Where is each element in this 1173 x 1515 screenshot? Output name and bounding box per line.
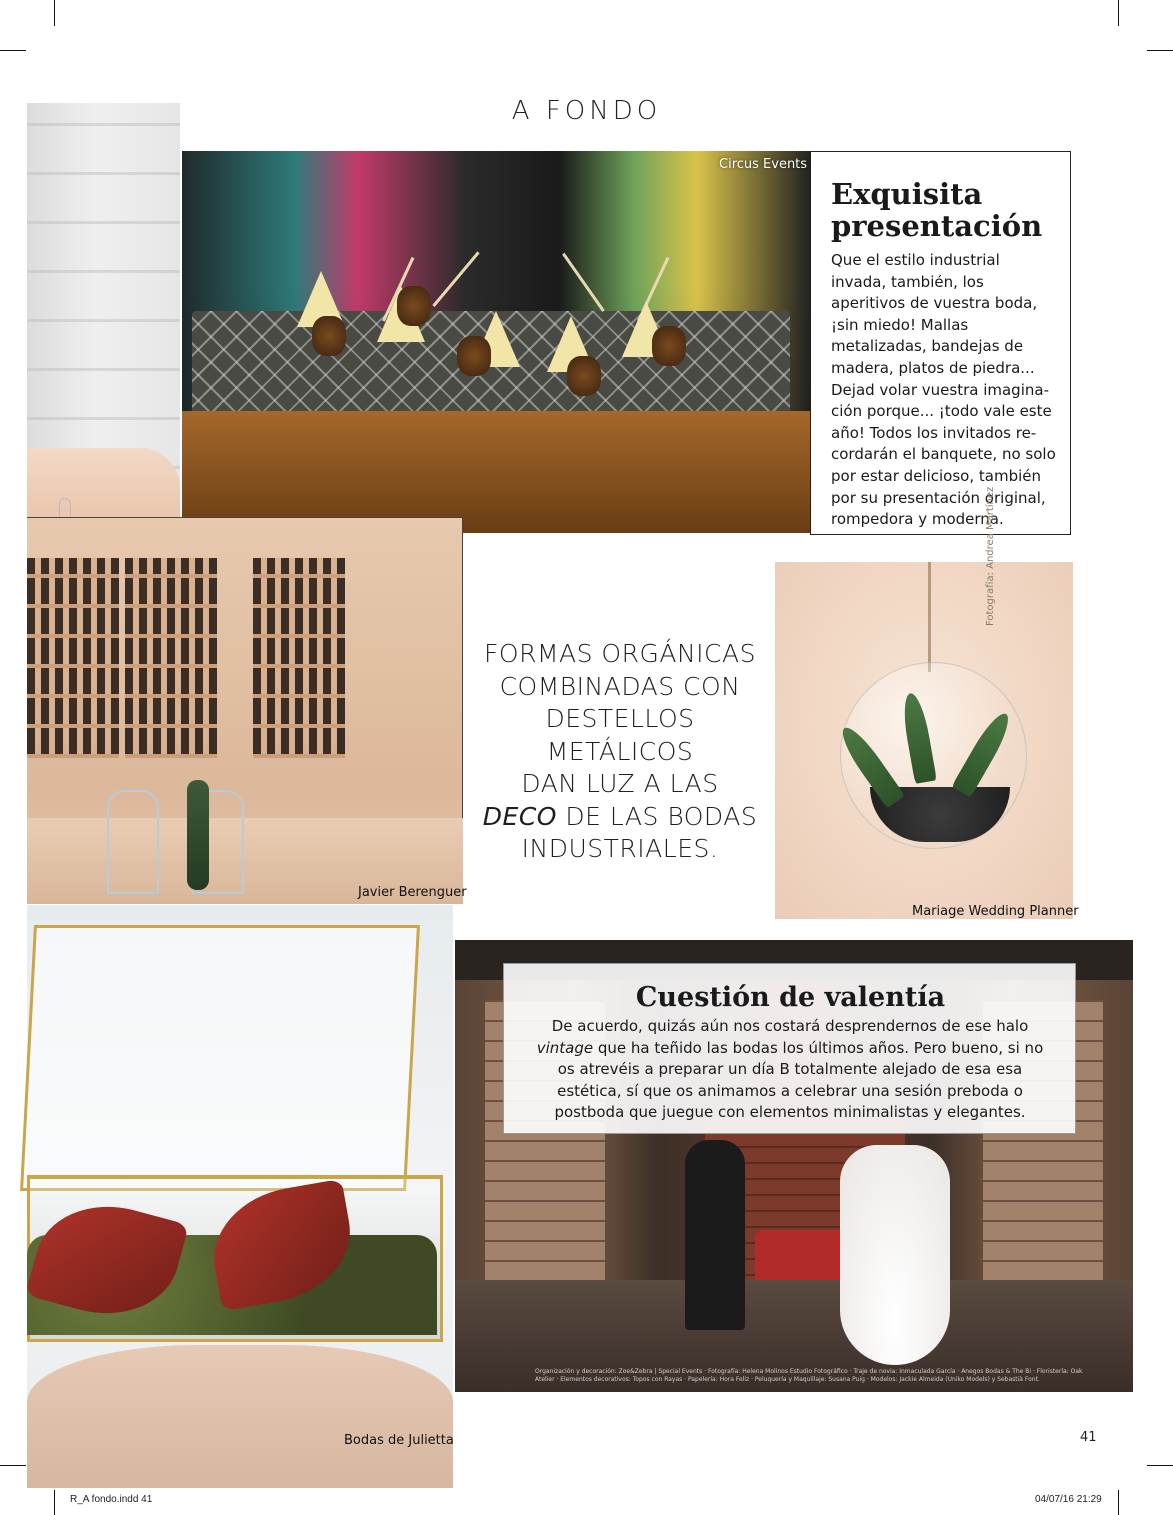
exquisita-body: Que el estilo industrial invada, también, los aperitivos de vuestra boda, ¡sin miedo! Mallas metalizadas, bandejas de madera, platos de piedra... Dejad volar vuestra imagina-ción porque... ¡todo vale este año! Todos los invitados re-cordarán el banquete, no solo por estar delicioso, también por su presentación original, rompedora y moderna. (831, 251, 1056, 529)
floral-garland (187, 780, 209, 890)
brick-window (27, 558, 119, 758)
valentia-body (526, 1016, 1054, 1124)
caramel-nut (457, 336, 491, 376)
crop-mark (1147, 50, 1173, 51)
quote-line: DAN LUZ A LAS (521, 769, 719, 798)
terrarium-photo (775, 486, 1079, 919)
photo-credits: Organización y decoración: Zoe&Zebra | Special Events · Fotografía: Helena Molinos Estudio Fotográfico · Traje de novia: Inmaculada García · Anegos Bodas & The Bi · Floristería: Oak Atelier · Elementos decorativos: Topos con Rayas · Papelería: Hora Feliz · Peluquería y Maquillaje: Susana Puig · Modelos: Jackie Almeida (Uniko Models) y Sebastià Font. (535, 1368, 1083, 1383)
groom (685, 1140, 745, 1330)
skewer (432, 251, 479, 307)
bride (840, 1145, 950, 1365)
caramel-nut (397, 286, 431, 326)
exquisita-heading: Exquisita presentación (831, 177, 1043, 243)
skewer (562, 253, 605, 312)
brick-window (253, 558, 345, 758)
chair (107, 790, 159, 894)
crop-mark (0, 1465, 26, 1466)
ring-box-photo (27, 905, 453, 1488)
crop-mark (0, 50, 26, 51)
photo-credit: Javier Berenguer (358, 885, 467, 900)
caramel-nut (567, 356, 601, 396)
crop-mark (1118, 1490, 1119, 1515)
quote-emphasis: DECO (482, 801, 557, 831)
photo-credit: Bodas de Julietta (344, 1433, 454, 1448)
arm-shape (27, 448, 180, 518)
exquisita-text-box (810, 151, 1071, 535)
brick-window (125, 558, 217, 758)
quote-line: INDUSTRIALES. (521, 834, 719, 863)
section-title: A FONDO (511, 96, 662, 126)
quote-line: COMBINADAS CON (499, 671, 741, 701)
photo-credit: Mariage Wedding Planner (912, 904, 1079, 919)
quote-line: DESTELLOS METÁLICOS (545, 704, 695, 766)
appetizer-photo (182, 151, 810, 533)
caramel-nut (652, 326, 686, 366)
hands (27, 1345, 453, 1488)
crop-mark (54, 0, 55, 26)
quote-line (470, 801, 770, 834)
page-number: 41 (1080, 1430, 1097, 1445)
quote-line: FORMAS ORGÁNICAS (484, 639, 756, 668)
quote-line-rest: DE LAS BODAS (556, 801, 758, 831)
photo-credit: Circus Events (719, 157, 808, 172)
glass-lid (20, 925, 420, 1191)
hanging-string (928, 562, 931, 672)
crop-mark (1147, 1465, 1173, 1466)
valentia-heading: Cuestión de valentía (635, 982, 946, 1013)
bride-arm-photo (27, 103, 180, 515)
photographer-credit: Fotografía: Andrea Martínez (985, 486, 996, 626)
caramel-nut (312, 316, 346, 356)
slug-file: R_A fondo.indd 41 (70, 1494, 153, 1505)
valentia-body-emphasis: vintage (536, 1038, 594, 1057)
pull-quote (470, 638, 770, 866)
wooden-tray (182, 411, 810, 533)
valentia-body-part: De acuerdo, quizás aún nos costará desprendernos de ese halo (551, 1017, 1029, 1035)
crop-mark (54, 1490, 55, 1515)
crop-mark (1118, 0, 1119, 26)
valentia-body-part: que ha teñido las bodas los últimos años. Pero bueno, si no os atrevéis a preparar un día B totalmente alejado de esa esa estética, sí que os animamos a celebrar una sesión preboda o postboda que juegue con elementos minimalistas y elegantes. (554, 1038, 1044, 1122)
brick-wall-photo (27, 517, 467, 903)
slug-date: 04/07/16 21:29 (1035, 1494, 1102, 1505)
valentia-text-box (503, 963, 1076, 1134)
